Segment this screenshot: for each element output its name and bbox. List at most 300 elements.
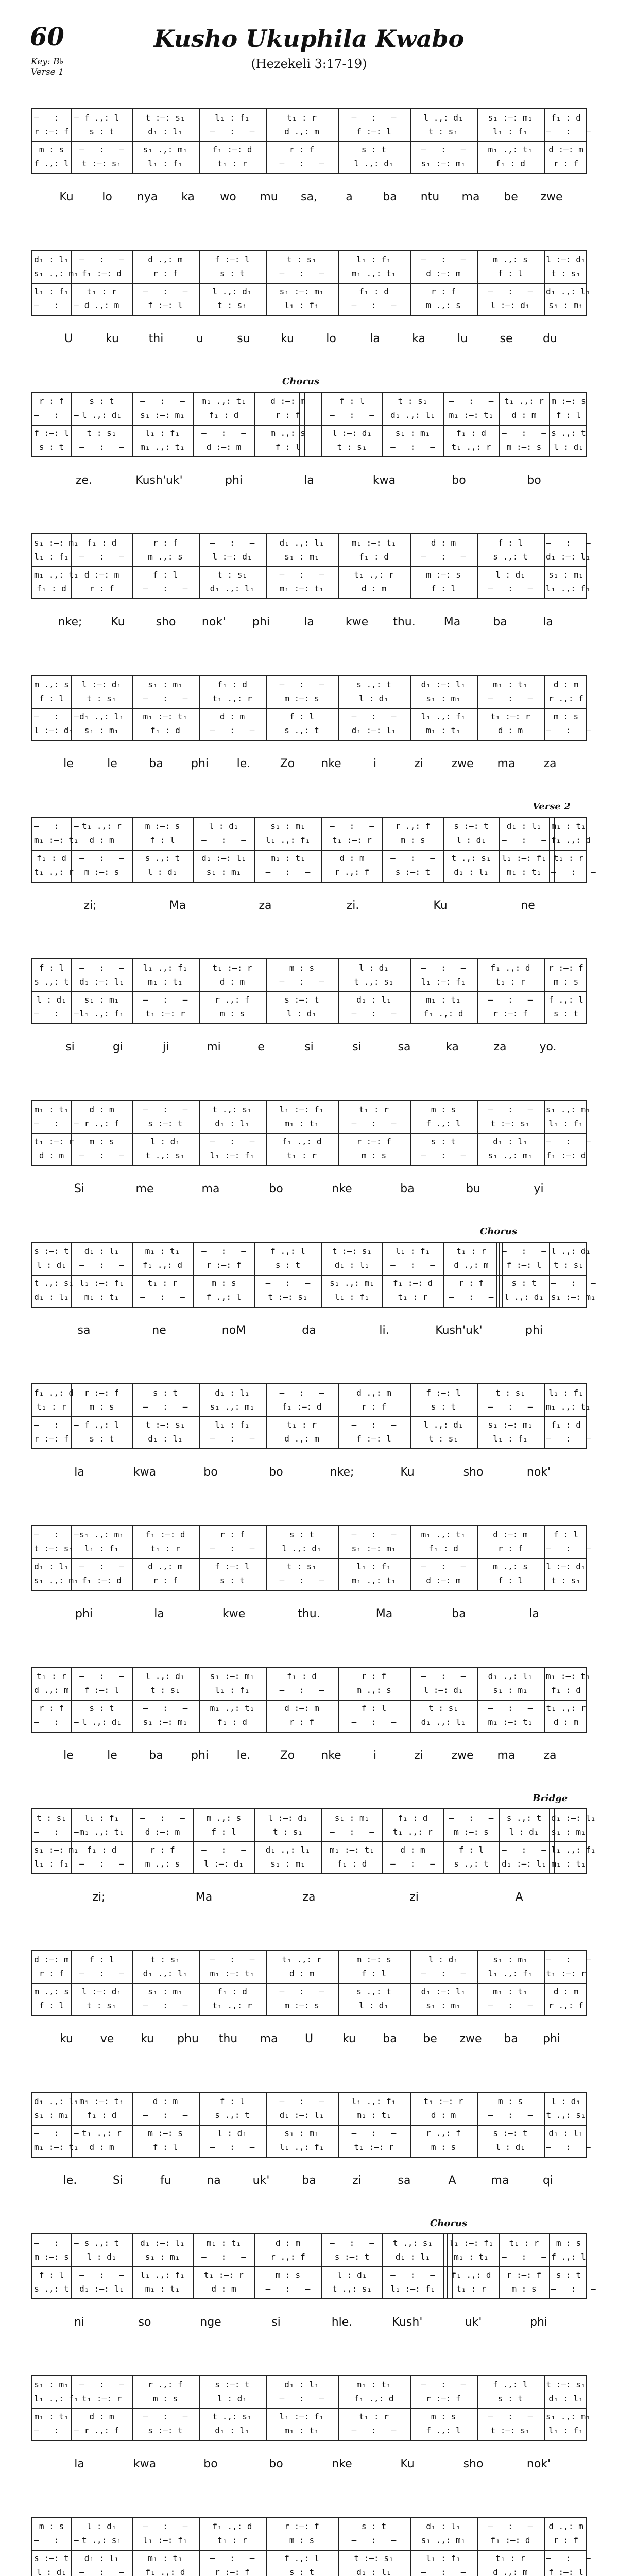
measure-notes: l₁ .,: f₁	[34, 2394, 79, 2403]
measure-notes: d₁ .,: l₁	[210, 584, 255, 594]
tonic-solfa-staff	[31, 675, 591, 741]
measure-notes: m₁ .,: t₁	[201, 396, 246, 406]
lyric-line	[31, 2458, 587, 2472]
measure-notes: – : –	[330, 821, 374, 831]
measure-notes: t₁ : r	[398, 1292, 428, 1302]
measure-notes: f : l	[361, 1703, 387, 1713]
measure-notes: l₁ .,: f₁	[265, 835, 311, 845]
measure-notes: – : –	[449, 1292, 494, 1302]
measure-notes: m₁ .,: t₁	[210, 1703, 255, 1713]
measure-notes: s :–: t	[395, 867, 431, 877]
measure-notes: s : t	[511, 1278, 537, 1288]
measure-notes: t₁ .,: r	[81, 2128, 122, 2138]
lyric-syllable: sho	[156, 616, 176, 629]
measure-notes: t₁ : r	[150, 1544, 180, 1553]
lyric-syllable: zi	[414, 757, 423, 770]
measure-notes: m : s	[275, 2270, 301, 2280]
lyric-syllable: zwe	[459, 2032, 482, 2045]
measure-notes: – : –	[34, 1118, 79, 1128]
measure-notes: l : d₁	[428, 1955, 458, 1964]
lyric-syllable: la	[370, 332, 380, 345]
voice-row	[32, 1542, 591, 1555]
measure-notes: l₁ : f₁	[493, 127, 528, 137]
measure-notes: – : –	[210, 1544, 255, 1553]
measure-notes: f : l	[152, 570, 178, 580]
measure-notes: f :–: l	[548, 2567, 583, 2576]
lyric-syllable: zwe	[451, 757, 474, 770]
measure-notes: s₁ : m₁	[548, 300, 583, 310]
measure-notes: l₁ :–: f₁	[79, 1278, 124, 1288]
measure-notes: m .,: s	[356, 1685, 391, 1695]
measure-notes: – : –	[79, 255, 124, 264]
measure-notes: s₁ : m₁	[148, 1987, 183, 1996]
measure-notes: s₁ : m₁	[270, 821, 305, 831]
lyric-syllable: bo	[527, 474, 541, 487]
measure-notes: d₁ :–: l₁	[421, 680, 466, 689]
measure-notes: – : –	[34, 821, 79, 831]
lyric-syllable: zi	[409, 1891, 419, 1904]
lyric-syllable: phi	[525, 1324, 543, 1337]
measure-notes: m :–: s	[426, 570, 461, 580]
voice-row	[32, 2392, 586, 2405]
measure-notes: l₁ :–: f₁	[279, 2412, 324, 2421]
measure-notes: r .,: f	[84, 1118, 119, 1128]
measure-notes: l : d₁	[359, 2001, 389, 2010]
measure-notes: – : –	[79, 1562, 124, 1571]
measure-notes: t : s₁	[428, 1703, 458, 1713]
measure-notes: l :–: d₁	[546, 1562, 586, 1571]
voice-row	[32, 409, 586, 422]
measure-notes: m : s	[361, 1150, 387, 1160]
lyric-syllable: zwe	[540, 191, 563, 204]
measure-notes: m :–: s	[356, 1955, 391, 1964]
measure-notes: – : –	[488, 584, 533, 594]
measure-notes: t₁ :–: r	[332, 835, 372, 845]
measure-notes: s .,: t	[145, 853, 180, 863]
measure-notes: – : –	[79, 963, 124, 973]
measure-notes: l :–: d₁	[423, 1685, 464, 1695]
lyric-syllable: se	[500, 332, 513, 345]
measure-notes: t₁ :–: r	[546, 1969, 586, 1978]
measure-notes: m₁ : t₁	[148, 977, 183, 987]
measure-notes: f :–: l	[148, 300, 183, 310]
measure-notes: s₁ .,: m₁	[79, 1530, 124, 1539]
measure-notes: f : l	[289, 711, 315, 721]
measure-notes: f₁ :–: d	[212, 145, 252, 155]
measure-notes: m₁ :–: t₁	[34, 2142, 79, 2152]
measure-notes: t :–: s₁	[81, 159, 122, 168]
measure-notes: m .,: s	[145, 1859, 180, 1869]
measure-notes: l₁ : f₁	[356, 255, 391, 264]
measure-notes: t :–: s₁	[34, 1544, 74, 1553]
lyric-syllable: sa	[398, 1041, 411, 1054]
measure-notes: – : –	[421, 1562, 466, 1571]
measure-notes: f₁ .,: d	[423, 1009, 464, 1019]
measure-notes: – : –	[279, 1685, 324, 1695]
measure-notes: f₁ : d	[495, 159, 525, 168]
measure-notes: d₁ :–: l₁	[279, 2110, 324, 2120]
measure-notes: s : t	[39, 442, 64, 452]
measure-notes: t :–: s₁	[490, 2426, 530, 2435]
tonic-solfa-staff	[31, 2092, 591, 2158]
lyric-syllable: ba	[452, 1607, 466, 1620]
lyric-syllable: ve	[100, 2032, 114, 2045]
measure-notes: t .,: s₁	[145, 1150, 185, 1160]
lyric-line	[31, 616, 587, 630]
lyric-syllable: U	[304, 2032, 314, 2045]
lyric-syllable: noM	[221, 1324, 246, 1337]
measure-notes: s : t	[289, 2567, 315, 2576]
measure-notes: – : –	[421, 1671, 466, 1681]
measure-notes: s .,: t	[454, 1859, 489, 1869]
music-system	[31, 675, 591, 778]
measure-notes: d₁ : l₁	[356, 2567, 391, 2576]
measure-notes: s .,: t	[34, 977, 69, 987]
measure-notes: l : d₁	[509, 1827, 539, 1837]
measure-notes: s₁ .,: m₁	[421, 2535, 466, 2545]
measure-notes: s :–: t	[334, 2252, 370, 2262]
lyric-line	[31, 2174, 587, 2189]
measure-notes: – : –	[488, 2521, 533, 2531]
measure-notes: s .,: t	[493, 552, 528, 562]
measure-notes: – : –	[421, 255, 466, 264]
lyric-syllable: lo	[326, 332, 336, 345]
measure-notes: – : –	[34, 1420, 79, 1430]
measure-notes: r .,: f	[334, 867, 370, 877]
tonic-solfa-staff	[31, 250, 591, 316]
measure-notes: m₁ :–: t₁	[449, 410, 494, 420]
measure-notes: f₁ : d	[217, 1717, 247, 1727]
measure-notes: s₁ :–: m₁	[140, 410, 185, 420]
measure-notes: d .,: m	[284, 127, 319, 137]
measure-notes: – : –	[546, 1434, 591, 1444]
measure-notes: f₁ :–: d	[81, 268, 122, 278]
measure-notes: r .,: f	[548, 2001, 583, 2010]
lyric-syllable: thu.	[298, 1607, 320, 1620]
measure-notes: d .,: m	[493, 2567, 528, 2576]
lyric-line	[31, 1466, 587, 1480]
measure-notes: l .,: d₁	[423, 113, 464, 123]
measure-notes: s₁ .,: m₁	[488, 1150, 533, 1160]
lyric-line	[31, 1324, 587, 1338]
measure-notes: s :–: t	[148, 1118, 183, 1128]
measure-notes: – : –	[502, 2252, 546, 2262]
measure-notes: t : s₁	[37, 1813, 66, 1823]
measure-notes: s₁ : m₁	[148, 680, 183, 689]
measure-notes: s₁ : m₁	[284, 552, 319, 562]
voice-row	[32, 1400, 591, 1414]
lyric-syllable: ka	[181, 191, 195, 204]
measure-notes: l : d₁	[359, 963, 389, 973]
measure-notes: – : –	[546, 1955, 591, 1964]
measure-notes: f₁ .,: d	[34, 1388, 74, 1398]
measure-notes: f₁ :–: d	[392, 1278, 433, 1288]
measure-notes: l .,: d₁	[354, 159, 394, 168]
measure-notes: t :–: s₁	[268, 1292, 308, 1302]
voice-row	[32, 1702, 586, 1715]
hymn-number: 60	[30, 23, 64, 52]
measure-notes: – : –	[546, 127, 591, 137]
measure-notes: t₁ : r	[554, 853, 583, 863]
measure-notes: l : d₁	[37, 995, 66, 1005]
measure-notes: s₁ .,: m₁	[210, 1402, 255, 1412]
voice-row	[32, 2410, 591, 2424]
measure-notes: – : –	[546, 725, 591, 735]
measure-notes: – : –	[421, 2567, 466, 2576]
measure-notes: t₁ : r	[456, 1246, 486, 1256]
measure-notes: r .,: f	[548, 693, 583, 703]
lyric-syllable: ni	[74, 2316, 85, 2329]
measure-notes: t₁ .,: r	[354, 570, 394, 580]
measure-notes: t₁ :–: r	[212, 963, 252, 973]
measure-notes: f :–: l	[34, 428, 69, 438]
voice-row	[32, 299, 586, 312]
measure-notes: m :–: s	[145, 821, 180, 831]
voice-row	[32, 2268, 586, 2282]
measure-notes: d .,: m	[284, 1434, 319, 1444]
measure-notes: l₁ : f₁	[395, 1246, 431, 1256]
measure-notes: m .,: s	[148, 552, 183, 562]
lyric-syllable: la	[304, 616, 314, 629]
measure-notes: d₁ : l₁	[548, 2394, 583, 2403]
lyric-syllable: nke	[332, 2458, 352, 2470]
measure-notes: t₁ :–: r	[354, 2142, 394, 2152]
measure-notes: – : –	[143, 1402, 188, 1412]
lyric-syllable: phi	[191, 1749, 209, 1762]
measure-notes: f :–: l	[84, 1685, 119, 1695]
measure-notes: d :–: m	[426, 268, 461, 278]
tonic-solfa-staff	[31, 1100, 591, 1166]
measure-notes: m₁ : t₁	[356, 2110, 391, 2120]
measure-notes: s₁ : m₁	[284, 2128, 319, 2138]
measure-notes: – : –	[279, 2096, 324, 2106]
lyric-syllable: Ma	[375, 1607, 393, 1620]
lyric-syllable: ba	[383, 2032, 397, 2045]
measure-notes: – : –	[210, 127, 255, 137]
measure-notes: t : s₁	[217, 300, 247, 310]
lyric-syllable: gi	[112, 1041, 124, 1054]
measure-notes: – : –	[351, 1420, 397, 1430]
measure-notes: m .,: s	[270, 428, 305, 438]
measure-notes: l₁ : f₁	[145, 428, 180, 438]
measure-notes: d :–: m	[206, 442, 242, 452]
measure-notes: r :–: f	[426, 2394, 461, 2403]
measure-notes: r : f	[289, 1717, 315, 1727]
lyric-syllable: ne	[152, 1324, 166, 1337]
measure-notes: l .,: d₁	[145, 1671, 185, 1681]
measure-notes: s₁ :–: m₁	[488, 1420, 533, 1430]
measure-notes: m₁ : t₁	[356, 2380, 391, 2389]
measure-notes: m₁ : t₁	[506, 867, 542, 877]
lyric-syllable: nke	[332, 1182, 352, 1195]
lyric-syllable: le.	[236, 757, 251, 770]
lyric-syllable: ku	[140, 2032, 154, 2045]
measure-notes: – : –	[351, 2535, 397, 2545]
measure-notes: f .,: l	[426, 2426, 461, 2435]
measure-notes: l :–: d₁	[490, 300, 530, 310]
measure-notes: m₁ :–: t₁	[79, 2096, 124, 2106]
section-label: Verse 2	[533, 801, 571, 812]
lyric-syllable: kwa	[133, 1466, 157, 1479]
measure-notes: d₁ : l₁	[148, 127, 183, 137]
lyric-syllable: la	[529, 1607, 539, 1620]
lyric-syllable: le.	[236, 1749, 251, 1762]
measure-notes: s : t	[361, 145, 387, 155]
measure-notes: m .,: s	[426, 300, 461, 310]
measure-notes: f :–: l	[215, 1562, 250, 1571]
lyric-syllable: phi	[542, 2032, 561, 2045]
measure-notes: d .,: m	[34, 1685, 69, 1695]
measure-notes: – : –	[279, 159, 324, 168]
measure-notes: t .,: s₁	[332, 2284, 372, 2294]
measure-notes: m₁ .,: t₁	[421, 1530, 466, 1539]
voice-row	[32, 852, 586, 865]
measure-notes: d₁ :–: l₁	[79, 977, 124, 987]
measure-notes: t : s₁	[287, 255, 317, 264]
voice-row	[32, 1857, 586, 1871]
measure-notes: t₁ .,: r	[546, 1703, 586, 1713]
measure-notes: – : –	[390, 442, 435, 452]
voice-row	[32, 1560, 586, 1573]
measure-notes: l .,: d₁	[504, 1292, 544, 1302]
lyric-syllable: hle.	[331, 2316, 353, 2329]
lyric-line	[31, 474, 587, 488]
measure-notes: t₁ : r	[359, 2412, 389, 2421]
section-label: Chorus	[282, 376, 320, 387]
voice-row	[32, 710, 586, 723]
measure-notes: d₁ :–: l₁	[551, 1813, 596, 1823]
lyric-syllable: lu	[457, 332, 468, 345]
tonic-solfa-staff	[31, 1808, 596, 1874]
measure-notes: s : t	[361, 2521, 387, 2531]
lyric-syllable: kwa	[372, 474, 396, 487]
measure-notes: s :–: t	[454, 821, 489, 831]
measure-notes: – : –	[488, 2110, 533, 2120]
measure-notes: l₁ .,: f₁	[546, 584, 591, 594]
voice-row	[32, 2424, 586, 2437]
measure-notes: – : –	[79, 1260, 124, 1270]
lyric-syllable: ma	[461, 191, 480, 204]
measure-notes: – : –	[551, 867, 596, 877]
measure-notes: d₁ :–: l₁	[140, 2238, 185, 2248]
measure-notes: d : m	[431, 538, 456, 548]
voice-row	[32, 1277, 596, 1290]
lyric-syllable: za	[493, 1041, 507, 1054]
measure-notes: r :–: f	[84, 1388, 119, 1398]
lyric-syllable: zwe	[451, 1749, 474, 1762]
measure-notes: m₁ .,: t₁	[546, 1402, 591, 1412]
tonic-solfa-staff	[31, 2233, 596, 2299]
measure-notes: t :–: s₁	[145, 113, 185, 123]
measure-notes: l₁ : f₁	[284, 300, 319, 310]
measure-notes: f : l	[497, 538, 523, 548]
measure-notes: – : –	[143, 584, 188, 594]
measure-notes: d₁ :–: l₁	[351, 725, 397, 735]
music-system	[31, 250, 591, 353]
measure-notes: – : –	[34, 2535, 79, 2545]
measure-notes: f .,: l	[548, 995, 583, 1005]
measure-notes: – : –	[421, 963, 466, 973]
lyric-syllable: kwe	[345, 616, 369, 629]
measure-notes: d : m	[339, 853, 365, 863]
measure-notes: f : l	[211, 1827, 236, 1837]
lyric-syllable: la	[74, 1466, 84, 1479]
measure-notes: f : l	[339, 396, 365, 406]
measure-notes: s₁ : m₁	[34, 2110, 69, 2120]
measure-notes: t :–: s₁	[490, 1118, 530, 1128]
measure-notes: f : l	[39, 2001, 64, 2010]
measure-notes: – : –	[488, 286, 533, 296]
voice-row	[32, 2566, 586, 2576]
measure-notes: s .,: t	[506, 1813, 542, 1823]
voice-row	[32, 2236, 586, 2250]
measure-notes: t : s₁	[428, 1434, 458, 1444]
lyric-syllable: le	[107, 757, 117, 770]
measure-notes: – : –	[143, 286, 188, 296]
measure-notes: f : l	[497, 1575, 523, 1585]
lyric-syllable: mu	[260, 191, 278, 204]
lyric-syllable: si	[271, 2316, 281, 2329]
lyric-syllable: nok'	[526, 1466, 551, 1479]
measure-notes: t₁ :–: r	[145, 1009, 185, 1019]
measure-notes: d₁ : l₁	[215, 2426, 250, 2435]
measure-notes: l₁ : f₁	[493, 1434, 528, 1444]
music-system	[31, 1100, 591, 1203]
measure-notes: r : f	[89, 584, 114, 594]
measure-notes: m :–: s	[34, 2252, 69, 2262]
measure-notes: r : f	[39, 1703, 64, 1713]
measure-notes: d₁ :–: l₁	[546, 552, 591, 562]
lyric-line	[31, 1182, 587, 1197]
measure-notes: r : f	[458, 1278, 484, 1288]
measure-notes: s :–: t	[148, 2426, 183, 2435]
measure-notes: – : –	[488, 995, 533, 1005]
measure-notes: t₁ .,: r	[34, 867, 74, 877]
lyric-syllable: sa,	[301, 191, 317, 204]
measure-notes: l₁ .,: f₁	[351, 2096, 397, 2106]
measure-notes: d₁ : l₁	[284, 2380, 319, 2389]
measure-notes: – : –	[330, 2238, 374, 2248]
measure-notes: s : t	[152, 1388, 178, 1398]
lyric-syllable: ba	[493, 616, 507, 629]
voice-row	[32, 2282, 596, 2296]
measure-notes: t : s₁	[398, 396, 428, 406]
lyric-syllable: zi	[352, 2174, 362, 2187]
lyric-syllable: ma	[497, 1749, 516, 1762]
measure-notes: m : s	[89, 1137, 114, 1146]
lyric-syllable: za	[543, 757, 557, 770]
measure-notes: m₁ .,: t₁	[351, 1575, 397, 1585]
voice-row	[32, 1386, 586, 1400]
measure-notes: m₁ : t₁	[493, 680, 528, 689]
measure-notes: f₁ .,: d	[354, 2394, 394, 2403]
measure-notes: – : –	[140, 396, 185, 406]
voice-row	[32, 1811, 596, 1825]
measure-notes: f :–: l	[215, 255, 250, 264]
lyric-syllable: Kush'uk'	[435, 1324, 483, 1337]
measure-notes: r : f	[219, 1530, 245, 1539]
voice-row	[32, 820, 586, 833]
measure-notes: d : m	[219, 977, 245, 987]
voice-row	[32, 2378, 586, 2392]
measure-notes: m₁ : t₁	[206, 2238, 242, 2248]
music-system	[31, 801, 596, 920]
measure-notes: f₁ : d	[87, 538, 117, 548]
measure-notes: – : –	[502, 835, 546, 845]
lyric-syllable: ba	[504, 2032, 518, 2045]
measure-notes: f : l	[150, 835, 175, 845]
lyric-syllable: za	[259, 899, 272, 912]
